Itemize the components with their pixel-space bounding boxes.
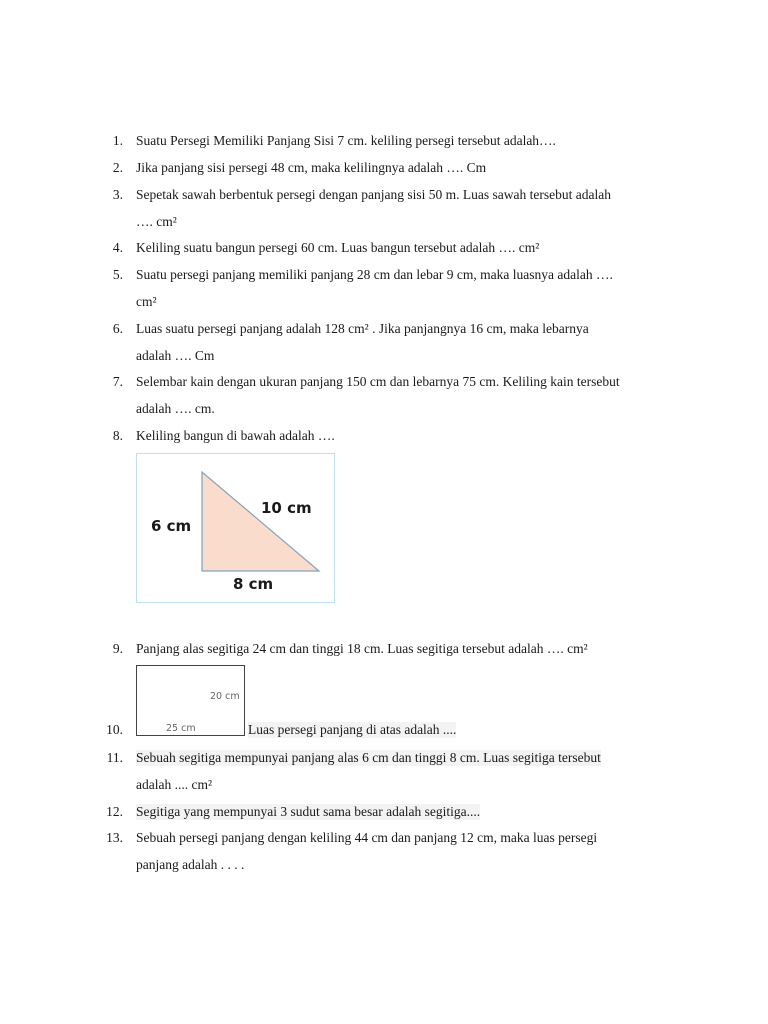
question-text: Sebuah persegi panjang dengan keliling 44 cm dan panjang 12 cm, maka luas persegi xyxy=(136,830,598,845)
question-text: Jika panjang sisi persegi 48 cm, maka kelilingnya adalah …. Cm xyxy=(136,160,487,175)
question-number: 12. xyxy=(106,804,123,819)
question-number: 7. xyxy=(112,374,123,389)
question-number: 9. xyxy=(112,641,123,656)
question-text: Keliling bangun di bawah adalah …. xyxy=(136,428,335,443)
question-number: 11. xyxy=(106,750,123,765)
question-continuation: adalah …. Cm xyxy=(136,348,215,363)
triangle-base-label: 8 cm xyxy=(233,575,274,593)
question-number: 4. xyxy=(112,240,123,255)
question-text: Panjang alas segitiga 24 cm dan tinggi 18 cm. Luas segitiga tersebut adalah …. cm² xyxy=(136,641,588,656)
question-continuation: panjang adalah . . . . xyxy=(136,857,245,872)
question-number: 10. xyxy=(106,722,123,737)
question-text: Sepetak sawah berbentuk persegi dengan panjang sisi 50 m. Luas sawah tersebut adalah xyxy=(136,187,611,202)
question-number: 8. xyxy=(112,428,123,443)
question-number: 1. xyxy=(112,133,123,148)
question-text: Selembar kain dengan ukuran panjang 150 cm dan lebarnya 75 cm. Keliling kain tersebut xyxy=(136,374,620,389)
question-text: Luas persegi panjang di atas adalah .... xyxy=(248,722,457,737)
rectangle-height-label: 20 cm xyxy=(210,691,240,702)
right-triangle-shape xyxy=(202,472,319,571)
triangle-hypotenuse-label: 10 cm xyxy=(261,499,312,517)
question-number: 13. xyxy=(106,830,123,845)
rectangle-width-label: 25 cm xyxy=(166,723,196,734)
question-number: 2. xyxy=(112,160,123,175)
question-continuation: adalah …. cm. xyxy=(136,401,215,416)
question-text: Sebuah segitiga mempunyai panjang alas 6 cm dan tinggi 8 cm. Luas segitiga tersebut xyxy=(136,750,601,765)
question-number: 5. xyxy=(112,267,123,282)
question-text: Segitiga yang mempunyai 3 sudut sama besar adalah segitiga.... xyxy=(136,804,481,819)
question-text: Suatu persegi panjang memiliki panjang 28 cm dan lebar 9 cm, maka luasnya adalah …. xyxy=(136,267,613,282)
question-number: 3. xyxy=(112,187,123,202)
question-continuation: adalah .... cm² xyxy=(136,777,213,792)
triangle-height-label: 6 cm xyxy=(151,517,192,535)
question-continuation: …. cm² xyxy=(136,214,177,229)
triangle-figure xyxy=(136,453,335,603)
question-continuation: cm² xyxy=(136,294,157,309)
question-number: 6. xyxy=(112,321,123,336)
rectangle-figure xyxy=(136,665,245,736)
question-text: Luas suatu persegi panjang adalah 128 cm² . Jika panjangnya 16 cm, maka lebarnya xyxy=(136,321,589,336)
question-text: Suatu Persegi Memiliki Panjang Sisi 7 cm. keliling persegi tersebut adalah…. xyxy=(136,133,556,148)
question-text: Keliling suatu bangun persegi 60 cm. Luas bangun tersebut adalah …. cm² xyxy=(136,240,540,255)
